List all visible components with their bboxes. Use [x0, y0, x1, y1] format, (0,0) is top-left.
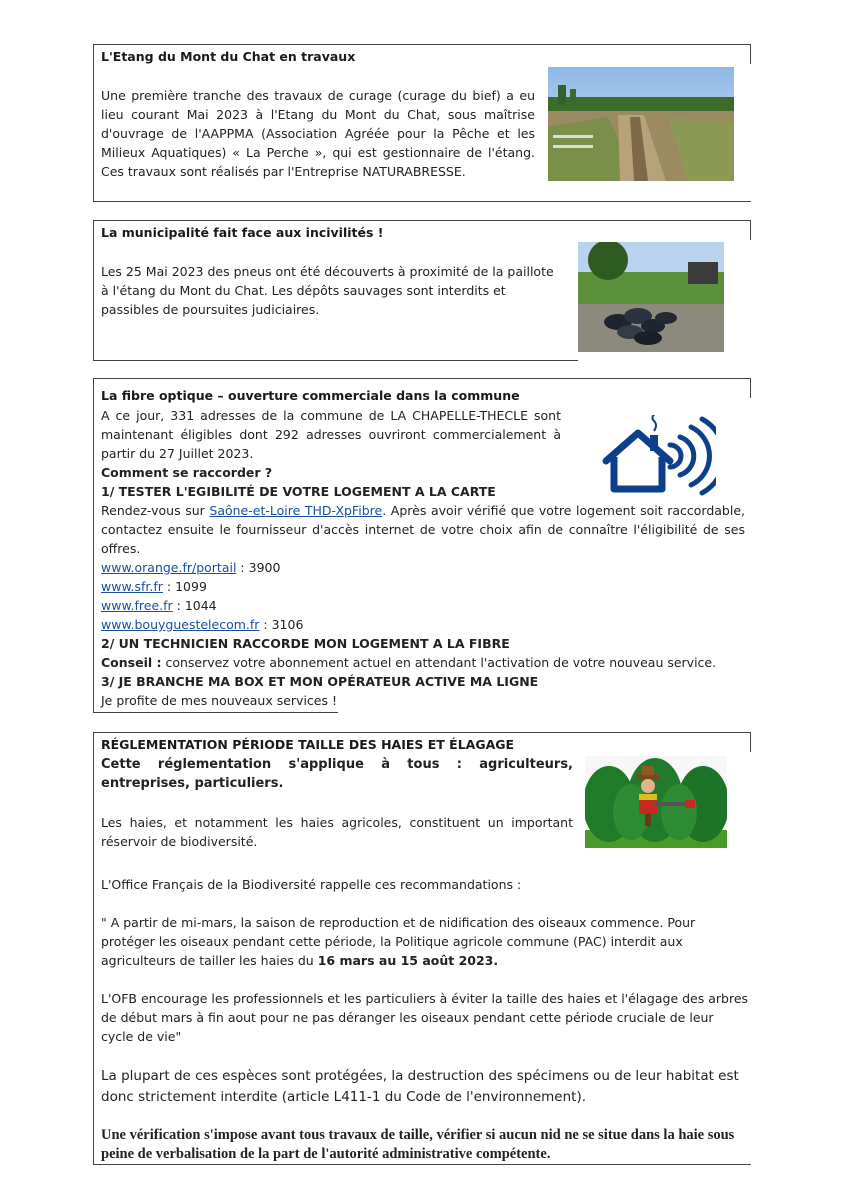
fibre-step-1: 1/ TESTER L'EGIBILITÉ DE VOTRE LOGEMENT A LA CARTE: [101, 484, 496, 499]
haies-applies: Cette réglementation s'applique à tous : agriculteurs, entreprises, particuliers.: [101, 757, 573, 791]
haies-office: L'Office Français de la Biodiversité rappelle ces recommandations :: [101, 877, 522, 892]
divider: [93, 220, 751, 221]
divider: [93, 201, 751, 202]
haies-warning: Une vérification s'impose avant tous travaux de taille, vérifier si aucun nid ne se situe dans la haie sous peine de verbalisation de la part de l'autorité administrative compétente.: [101, 1127, 735, 1162]
hedge-trimming-illustration: [585, 756, 727, 848]
section-title: L'Etang du Mont du Chat en travaux: [101, 49, 356, 64]
haies-protected: La plupart de ces espèces sont protégées, la destruction des spécimens ou de leur habitat est donc strictement interdite (article L411-1 du Code de l'environnement).: [101, 1068, 739, 1105]
conseil-text: conservez votre abonnement actuel en attendant l'activation de votre nouveau service.: [161, 655, 717, 670]
provider-sfr: [101, 577, 207, 596]
divider: [93, 378, 751, 379]
divider: [93, 220, 94, 361]
divider: [750, 732, 751, 752]
divider: [750, 220, 751, 240]
bouygues-link[interactable]: www.bouyguestelecom.fr: [101, 617, 260, 632]
divider: [750, 44, 751, 64]
quote-1-dates: 16 mars au 15 août 2023.: [317, 953, 499, 968]
haies-biodiversite: Les haies, et notamment les haies agricoles, constituent un important réservoir de biodiversité.: [101, 815, 573, 849]
quote-1-text: " A partir de mi-mars, la saison de reproduction et de nidification des oiseaux commence. Pour protéger les oiseaux pendant cette période, la Politique agricole commune (PAC) interdit aux agriculteurs de tailler les haies du: [101, 915, 696, 968]
fibre-step-3: 3/ JE BRANCHE MA BOX ET MON OPÉRATEUR ACTIVE MA LIGNE: [101, 674, 539, 689]
divider: [93, 732, 751, 733]
provider-orange: [101, 558, 280, 577]
provider-number: : 1044: [172, 598, 217, 613]
divider: [93, 712, 338, 713]
provider-number: : 3106: [259, 617, 304, 632]
divider: [93, 732, 94, 1165]
section-title: RÉGLEMENTATION PÉRIODE TAILLE DES HAIES ET ÉLAGAGE: [101, 737, 515, 752]
haies-quote-1: [101, 913, 749, 970]
free-link[interactable]: www.free.fr: [101, 598, 173, 613]
fibre-step-2: 2/ UN TECHNICIEN RACCORDE MON LOGEMENT A LA FIBRE: [101, 636, 510, 651]
divider: [750, 378, 751, 398]
haies-quote-2: L'OFB encourage les professionnels et les particuliers à éviter la taille des haies et l'élagage des arbres de début mars à fin aout pour ne pas déranger les oiseaux pendant cette période cruciale de leur cycle de vie": [101, 991, 749, 1044]
orange-link[interactable]: www.orange.fr/portail: [101, 560, 237, 575]
provider-number: : 3900: [236, 560, 281, 575]
tires-dump-photo: [578, 242, 724, 352]
section-text: Les 25 Mai 2023 des pneus ont été découverts à proximité de la paillote à l'étang du Mont du Chat. Les dépôts sauvages sont interdits et passibles de poursuites judiciaires.: [101, 264, 554, 317]
section-title: La fibre optique – ouverture commerciale dans la commune: [101, 388, 520, 403]
section-text: Une première tranche des travaux de curage (curage du bief) a eu lieu courant Mai 2023 à l'Etang du Mont du Chat, sous maîtrise d'ouvrage de l'AAPPMA (Association Agréée pour la Pêche et les Milieux Aquatiques) « La Perche », qui est gestionnaire de l'étang. Ces travaux sont réalisés par l'Entreprise NATURABRESSE.: [101, 88, 535, 179]
fibre-conseil: [101, 653, 716, 672]
divider: [93, 1164, 751, 1165]
fibre-intro: A ce jour, 331 adresses de la commune de LA CHAPELLE-THECLE sont maintenant éligibles dont 292 adresses ouvriront commercialement à partir du 27 Juillet 2023.: [101, 408, 561, 461]
divider: [93, 44, 94, 202]
divider: [93, 360, 578, 361]
fibre-final: Je profite de mes nouveaux services !: [101, 693, 337, 708]
provider-free: [101, 596, 217, 615]
section-title: La municipalité fait face aux incivilités !: [101, 225, 384, 240]
rendez-suffix: . Après avoir vérifié que votre logement soit raccordable, contactez ensuite le fournisseur d'accès internet de votre choix afin de connaître l'éligibilité de ses offres.: [101, 503, 745, 556]
fibre-how-heading: Comment se raccorder ?: [101, 465, 273, 480]
wifi-house-icon: [598, 415, 716, 497]
sfr-link[interactable]: www.sfr.fr: [101, 579, 163, 594]
conseil-label: Conseil :: [101, 655, 162, 670]
fibre-rendez-vous: [101, 501, 745, 558]
divider: [93, 44, 751, 45]
rendez-prefix: Rendez-vous sur: [101, 503, 210, 518]
thd-xpfibre-link[interactable]: Saône-et-Loire THD-XpFibre: [209, 503, 383, 518]
provider-bouygues: [101, 615, 303, 634]
provider-number: : 1099: [162, 579, 207, 594]
divider: [93, 378, 94, 713]
etang-works-photo: [548, 67, 734, 181]
